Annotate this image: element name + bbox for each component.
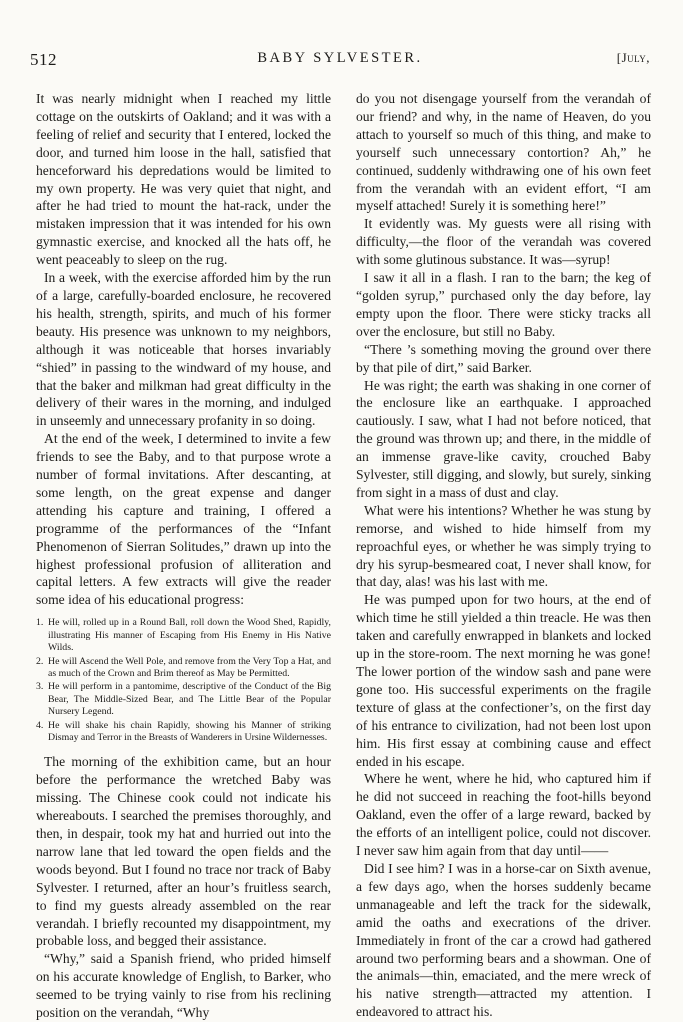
programme-text: He will shake his chain Rapidly, showing his Manner of striking Dismay and Terror in the Breasts of Wanderers in Ursine Wildernesses. xyxy=(48,719,331,743)
programme-list xyxy=(36,617,331,744)
programme-item xyxy=(36,617,331,654)
paragraph: I saw it all in a flash. I ran to the barn; the keg of “golden syrup,” purchased only the day before, lay empty upon the floor. There were sticky tracks all over the enclosure, but still no Baby. xyxy=(356,270,651,339)
running-title: BABY SYLVESTER. xyxy=(257,50,423,66)
programme-number: 3. xyxy=(36,681,44,693)
right-column xyxy=(356,90,651,1021)
page-number: 512 xyxy=(30,50,57,69)
programme-text: He will Ascend the Well Pole, and remove from the Very Top a Hat, and as much of the Crown and Brim thereof as May be Permitted. xyxy=(48,655,331,679)
paragraph: It evidently was. My guests were all rising with difficulty,—the floor of the verandah was covered with some glutinous substance. It was—syrup! xyxy=(356,216,651,268)
paragraph: do you not disengage yourself from the verandah of our friend? and why, in the name of Heaven, do you attach to yourself so much of this thing, and make to yourself such unnecessary contortion? Ah,” he continued, suddenly withdrawing one of his own feet from the verandah with an evident effort, “I am myself attached! Surely it is something here!” xyxy=(356,91,651,214)
paragraph: What were his intentions? Whether he was stung by remorse, and wished to hide himself from my reproachful eyes, or whether he was simply trying to dry his syrup-besmeared coat, I never shall know, for that day, alas! was his last with me. xyxy=(356,502,651,590)
programme-number: 2. xyxy=(36,655,44,667)
programme-number: 1. xyxy=(36,617,44,629)
paragraph: In a week, with the exercise afforded him by the run of a large, carefully-boarded enclosure, he recovered his health, strength, spirits, and much of his former beauty. His presence was unknown to my neighbors, although it was noticeable that horses invariably “shied” in passing to the windward of my house, and that the baker and milkman had great difficulty in the delivery of their wares in the morning, and indulged in unseemly and unnecessary profanity in so doing. xyxy=(36,270,331,429)
programme-text: He will perform in a pantomime, descriptive of the Conduct of the Big Bear, The Middle-Sized Bear, and The Little Bear of the Popular Nursery Legend. xyxy=(48,681,331,718)
programme-item xyxy=(36,656,331,681)
programme-number: 4. xyxy=(36,719,44,731)
paragraph: “There ’s something moving the ground over there by that pile of dirt,” said Barker. xyxy=(356,341,651,375)
paragraph: “Why,” said a Spanish friend, who prided himself on his accurate knowledge of English, to Barker, who seemed to be trying vainly to rise from his reclining position on the verandah, “Why xyxy=(36,951,331,1021)
programme-item xyxy=(36,720,331,745)
left-column xyxy=(36,90,331,1022)
paragraph: He was pumped upon for two hours, at the end of which time he still yielded a thin treacle. He was then taken and carefully enwrapped in blankets and locked up in the store-room. The next morning he was gone! The lower portion of the window sash and pane were gone too. His successful experiments on the fragile texture of glass at the confectioner’s, on the first day of his entrance to civilization, had not been lost upon him. His first essay at combining cause and effect ended in his escape. xyxy=(356,592,651,769)
paragraph: Where he went, where he hid, who captured him if he did not succeed in reaching the foot-hills beyond Oakland, even the offer of a large reward, backed by the efforts of an intelligent police, could not discover. I never saw him again from that day until—— xyxy=(356,771,651,859)
paragraph: At the end of the week, I determined to invite a few friends to see the Baby, and to that purpose wrote a number of formal invitations. After descanting, at some length, on the great expense and danger attending his capture and training, I offered a programme of the performances of the “Infant Phenomenon of Sierran Solitudes,” drawn up into the highest professional profusion of alliteration and capital letters. A few extracts will give the reader some idea of his educational progress: xyxy=(36,431,331,608)
programme-text: He will, rolled up in a Round Ball, roll down the Wood Shed, Rapidly, illustrating His manner of Escaping from His Enemy in His Native Wilds. xyxy=(48,617,331,654)
paragraph: The morning of the exhibition came, but an hour before the performance the wretched Baby was missing. The Chinese cook could not indicate his whereabouts. I searched the premises thoroughly, and then, in despair, took my hat and hurried out into the narrow lane that led toward the open fields and the woods beyond. But I found no trace nor track of Baby Sylvester. I returned, after an hour’s fruitless search, to find my guests already assembled on the rear verandah. I briefly recounted my disappointment, my probable loss, and begged their assistance. xyxy=(36,754,331,949)
paragraph: Did I see him? I was in a horse-car on Sixth avenue, a few days ago, when the horses suddenly became unmanageable and left the track for the sidewalk, amid the oaths and execrations of the driver. Immediately in front of the car a crowd had gathered around two performing bears and a showman. One of the animals—thin, emaciated, and the mere wreck of his native strength—attracted my attention. I endeavored to attract his. xyxy=(356,860,651,1020)
programme-item xyxy=(36,681,331,718)
page-header xyxy=(30,50,650,74)
issue-month: [July, xyxy=(616,50,650,65)
paragraph: It was nearly midnight when I reached my little cottage on the outskirts of Oakland; and it was with a feeling of relief and security that I entered, locked the door, and turned him loose in the hall, satisfied that henceforward his depredations would be limited to my own property. He was very quiet that night, and after he had tried to mount the hat-rack, under the mistaken impression that it was intended for his own gymnastic exercise, and knocked all the hats off, he went peaceably to sleep on the rug. xyxy=(36,91,331,268)
paragraph: He was right; the earth was shaking in one corner of the enclosure like an earthquake. I approached cautiously. I saw, what I had not before noticed, that the ground was thrown up; and there, in the middle of an immense grave-like cavity, crouched Baby Sylvester, still digging, and slowly, but surely, sinking from sight in a mass of dust and clay. xyxy=(356,377,651,500)
